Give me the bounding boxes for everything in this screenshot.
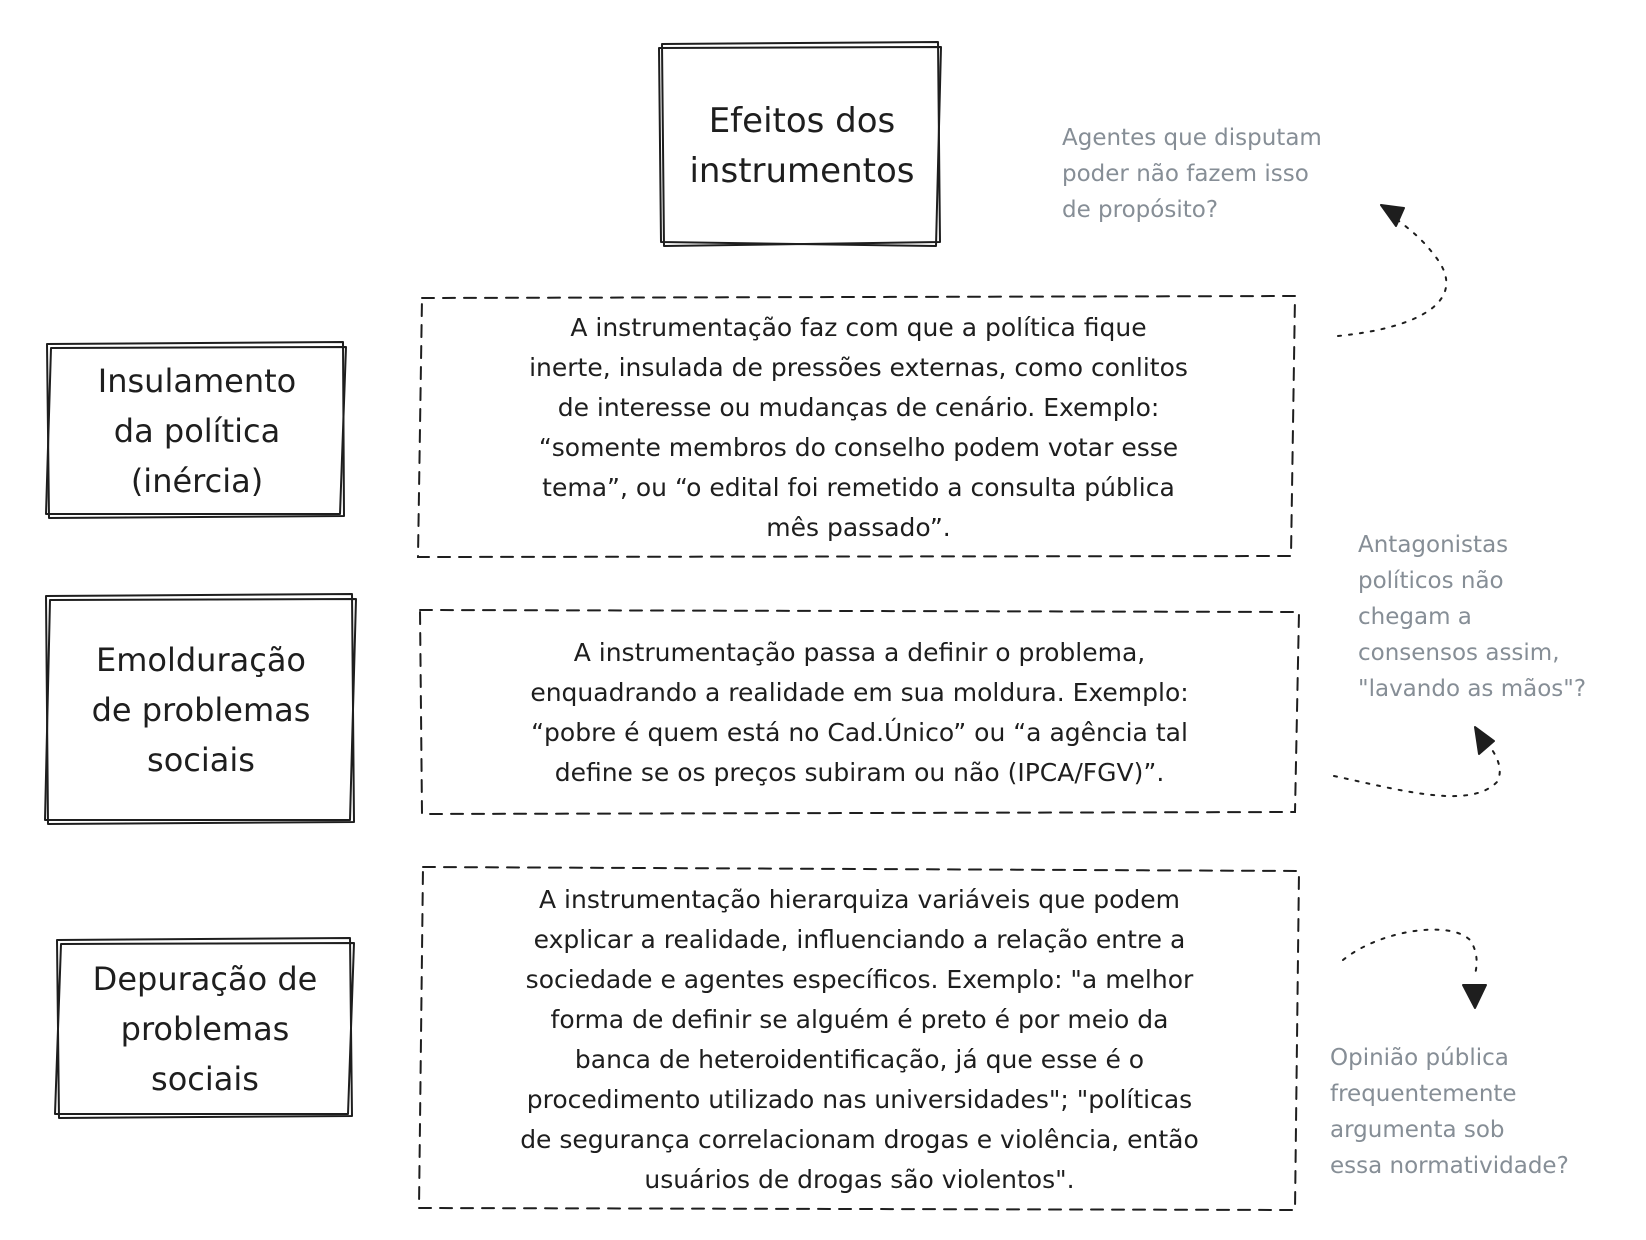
- effect-label-emolduracao: [49, 598, 353, 822]
- effect-description-insulamento: [422, 300, 1295, 556]
- description-line: banca de heteroidentificação, já que esse é o: [574, 1044, 1145, 1074]
- description-line: “pobre é quem está no Cad.Único” ou “a agência tal: [531, 718, 1188, 747]
- note-line: chegam a: [1358, 604, 1472, 630]
- description-line: explicar a realidade, influenciando a relação entre a: [533, 924, 1186, 954]
- title-line-1: Efeitos dos: [708, 101, 896, 141]
- effect-label-line: Insulamento: [97, 362, 297, 400]
- note-3: [1330, 1040, 1630, 1184]
- effect-label-line: Depuração de: [92, 960, 318, 998]
- effect-label-line: problemas: [120, 1010, 290, 1048]
- arrowhead-1: [1381, 205, 1404, 226]
- arrowhead-2: [1475, 727, 1494, 754]
- note-line: Antagonistas: [1358, 532, 1509, 558]
- description-line: forma de definir se alguém é preto é por meio da: [550, 1004, 1169, 1034]
- description-line: A instrumentação hierarquiza variáveis que podem: [538, 884, 1180, 914]
- effect-description-emolduracao: [422, 614, 1297, 812]
- note-line: argumenta sob: [1330, 1117, 1505, 1143]
- description-line: sociedade e agentes específicos. Exemplo: "a melhor: [525, 964, 1194, 994]
- description-line: tema”, ou “o edital foi remetido a consulta pública: [542, 473, 1175, 502]
- arrowhead-3: [1463, 985, 1486, 1008]
- effect-label-depuracao: [58, 942, 352, 1116]
- description-line: inerte, insulada de pressões externas, como conlitos: [529, 353, 1188, 382]
- description-line: “somente membros do conselho podem votar esse: [538, 433, 1179, 462]
- effect-label-line: sociais: [151, 1060, 259, 1098]
- description-line: define se os preços subiram ou não (IPCA/FGV)”.: [554, 758, 1165, 787]
- note-2: [1358, 527, 1638, 707]
- description-line: enquadrando a realidade em sua moldura. Exemplo:: [530, 678, 1189, 707]
- description-line: usuários de drogas são violentos".: [644, 1164, 1075, 1194]
- note-line: Opinião pública: [1330, 1045, 1509, 1071]
- note-line: frequentemente: [1330, 1081, 1517, 1107]
- note-line: essa normatividade?: [1330, 1153, 1569, 1179]
- arrow-to-note-1: [1338, 218, 1446, 336]
- note-line: "lavando as mãos"?: [1358, 676, 1587, 702]
- effect-description-depuracao: [422, 871, 1297, 1208]
- note-line: políticos não: [1358, 568, 1504, 594]
- description-line: de interesse ou mudanças de cenário. Exemplo:: [557, 393, 1160, 422]
- effect-label-line: (inércia): [130, 462, 264, 500]
- description-line: mês passado”.: [766, 513, 951, 542]
- note-1: [1062, 120, 1362, 228]
- effect-label-line: Emolduração: [96, 641, 306, 679]
- effect-label-line: da política: [113, 412, 281, 450]
- description-line: A instrumentação passa a definir o problema,: [573, 638, 1146, 667]
- effect-label-line: sociais: [147, 741, 255, 779]
- description-line: procedimento utilizado nas universidades"; "políticas: [526, 1084, 1193, 1114]
- note-line: Agentes que disputam: [1062, 125, 1322, 151]
- effect-label-insulamento: [50, 346, 344, 516]
- arrow-to-note-3: [1343, 930, 1477, 978]
- diagram-title: [664, 48, 940, 244]
- note-line: consensos assim,: [1358, 640, 1560, 666]
- title-line-2: instrumentos: [689, 151, 915, 191]
- effect-label-line: de problemas: [91, 691, 311, 729]
- note-line: de propósito?: [1062, 197, 1219, 223]
- arrow-to-note-2: [1334, 740, 1500, 796]
- description-line: A instrumentação faz com que a política fique: [570, 313, 1147, 342]
- note-line: poder não fazem isso: [1062, 161, 1309, 187]
- description-line: de segurança correlacionam drogas e violência, então: [520, 1124, 1199, 1154]
